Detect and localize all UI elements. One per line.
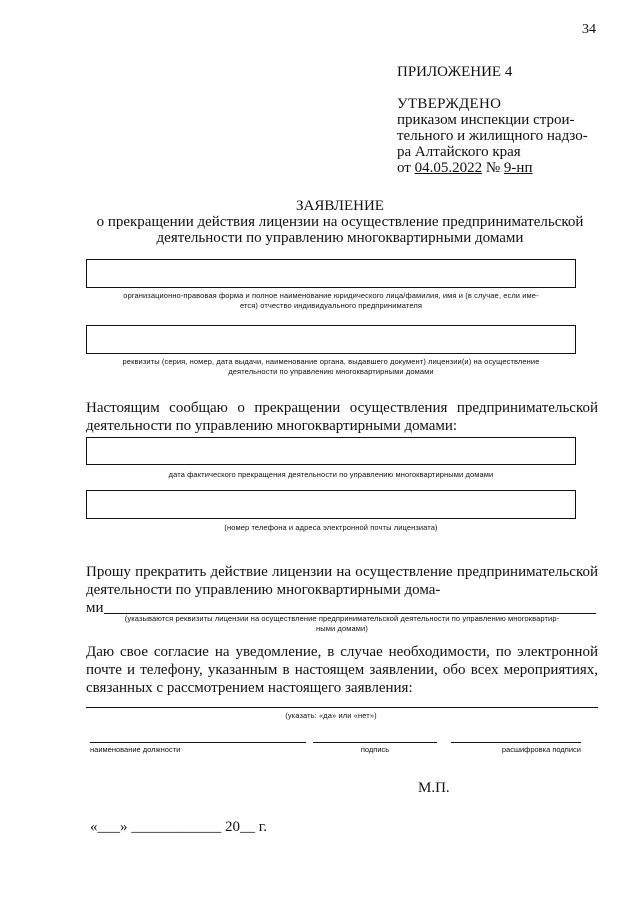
title-line-1: о прекращении действия лицензии на осуществление предпринимательской: [96, 214, 584, 230]
organization-field-caption: [86, 291, 576, 311]
approved-label: УТВЕРЖДЕНО: [397, 96, 502, 112]
order-line-1: приказом инспекции строи-: [397, 112, 575, 128]
date-year-suffix: г.: [258, 819, 267, 835]
order-date: 04.05.2022: [414, 160, 483, 176]
title-line-2: деятельности по управлению многоквартирными домами: [156, 230, 524, 246]
appendix-label: ПРИЛОЖЕНИЕ 4: [397, 64, 513, 80]
position-line[interactable]: [90, 742, 306, 743]
order-line-2: тельного и жилищного надзо-: [397, 128, 588, 144]
license-caption-line-1: реквизиты (серия, номер, дата выдачи, наименование органа, выдавшего документ) лицензии(и) на осуществление: [122, 357, 540, 366]
date-open-quote: «: [90, 819, 98, 835]
signature-line[interactable]: [313, 742, 437, 743]
position-caption: наименование должности: [90, 745, 181, 754]
order-date-prefix: от: [397, 160, 411, 176]
consent-answer-line[interactable]: [86, 707, 598, 708]
request-caption-line-1: (указываются реквизиты лицензии на осуществление предпринимательской деятельности по управлению многоквартир-: [124, 614, 560, 623]
order-line-3: ра Алтайского края: [397, 144, 521, 160]
license-caption-line-2: деятельности по управлению многоквартирными домами: [228, 367, 434, 376]
date-year-blank[interactable]: __: [240, 819, 255, 835]
organization-caption-line-2: ется) отчество индивидуального предпринимателя: [239, 301, 423, 310]
consent-paragraph: Даю свое согласие на уведомление, в случае необходимости, по электронной почте и телефону, указанным в настоящем заявлении, обо всех мероприятиях, связанных с рассмотрением настоящего заявления:: [86, 644, 598, 696]
page-number: 34: [582, 22, 596, 37]
document-title: [60, 198, 620, 246]
organization-name-field[interactable]: [86, 259, 576, 288]
license-details-field[interactable]: [86, 325, 576, 354]
request-line-2: ми: [86, 600, 104, 616]
contact-info-field[interactable]: [86, 490, 576, 519]
organization-caption-line-1: организационно-правовая форма и полное наименование юридического лица/фамилия, имя и (в случае, если име-: [123, 291, 539, 300]
date-month-blank[interactable]: ____________: [131, 819, 222, 835]
request-paragraph: [86, 563, 598, 617]
order-number-prefix: №: [485, 160, 501, 176]
date-close-quote: »: [120, 819, 128, 835]
request-caption: [86, 614, 598, 634]
request-line-1: Прошу прекратить действие лицензии на осуществление предпринимательской деятельности по управлению многоквартирными дома-: [86, 564, 598, 598]
decoding-caption: расшифровка подписи: [501, 745, 581, 754]
license-field-caption: [86, 357, 576, 377]
title-heading: ЗАЯВЛЕНИЕ: [296, 198, 384, 214]
order-date-line: [397, 160, 612, 176]
order-number: 9-нп: [503, 160, 533, 176]
contact-info-caption: (номер телефона и адреса электронной почты лицензиата): [224, 523, 438, 532]
approval-block: [397, 96, 612, 176]
notice-paragraph: Настоящим сообщаю о прекращении осуществления предпринимательской деятельности по управлению многоквартирными домами:: [86, 400, 598, 434]
date-year-prefix: 20: [225, 819, 240, 835]
signature-decoding-line[interactable]: [451, 742, 581, 743]
termination-date-caption: дата фактического прекращения деятельности по управлению многоквартирными домами: [168, 470, 494, 479]
date-day-blank[interactable]: ___: [97, 819, 120, 835]
termination-date-field[interactable]: [86, 437, 576, 465]
consent-caption: (указать: «да» или «нет»): [285, 711, 377, 720]
request-caption-line-2: ными домами): [316, 624, 368, 633]
signature-caption: подпись: [360, 745, 390, 754]
date-line: [90, 819, 267, 836]
stamp-place: М.П.: [418, 780, 450, 796]
